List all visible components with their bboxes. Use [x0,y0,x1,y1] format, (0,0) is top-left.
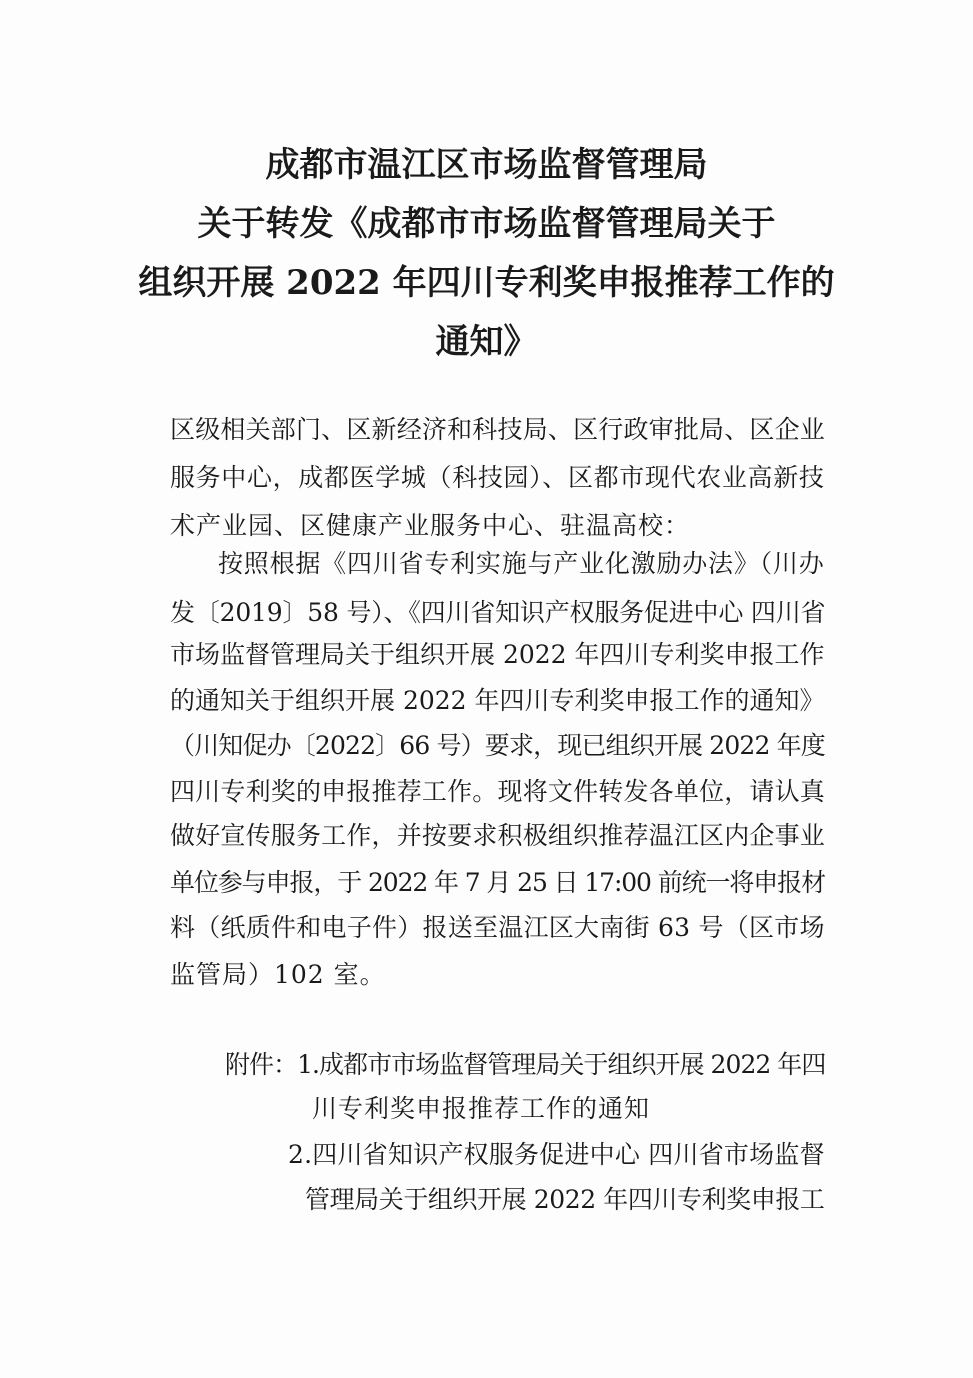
recipients-line-3: 术产业园、区健康产业服务中心、驻温高校： [170,511,691,540]
body-line-3: 市场监督管理局关于组织开展 2022 年四川专利奖申报工作 [170,640,825,669]
attachment-line-2: 川专利奖申报推荐工作的通知 [312,1094,651,1123]
attachment-line-3: 2.四川省知识产权服务促进中心 四川省市场监督 [288,1140,825,1169]
body-line-2: 发〔2019〕58 号）、《四川省知识产权服务促进中心 四川省 [170,598,826,627]
body-line-9: 料（纸质件和电子件）报送至温江区大南街 63 号（区市场 [170,913,825,942]
title-line-3: 组织开展 2022 年四川专利奖申报推荐工作的 [138,263,835,303]
title-line-4: 通知》 [435,322,538,362]
body-line-1: 按照根据《四川省专利实施与产业化激励办法》（川办 [218,549,825,578]
body-line-10: 监管局）102 室。 [170,960,386,989]
body-line-8: 单位参与申报，于 2022 年 7 月 25 日 17:00 前统一将申报材 [170,868,825,897]
recipients-line-2: 服务中心，成都医学城（科技园）、区都市现代农业高新技 [170,463,825,492]
body-line-5: （川知促办〔2022〕66 号）要求，现已组织开展 2022 年度 [170,731,825,760]
recipients-line-1: 区级相关部门、区新经济和科技局、区行政审批局、区企业 [170,415,826,444]
body-line-6: 四川专利奖的申报推荐工作。现将文件转发各单位，请认真 [170,777,826,806]
attachment-line-1: 附件：1.成都市市场监督管理局关于组织开展 2022 年四 [225,1050,826,1079]
attachment-line-4: 管理局关于组织开展 2022 年四川专利奖申报工 [305,1185,825,1214]
body-line-4: 的通知关于组织开展 2022 年四川专利奖申报工作的通知》 [170,686,825,715]
title-line-2: 关于转发《成都市市场监督管理局关于 [197,204,776,244]
body-line-7: 做好宣传服务工作，并按要求积极组织推荐温江区内企事业 [170,821,826,850]
document-title [100,136,873,372]
title-line-1: 成都市温江区市场监督管理局 [265,145,708,185]
